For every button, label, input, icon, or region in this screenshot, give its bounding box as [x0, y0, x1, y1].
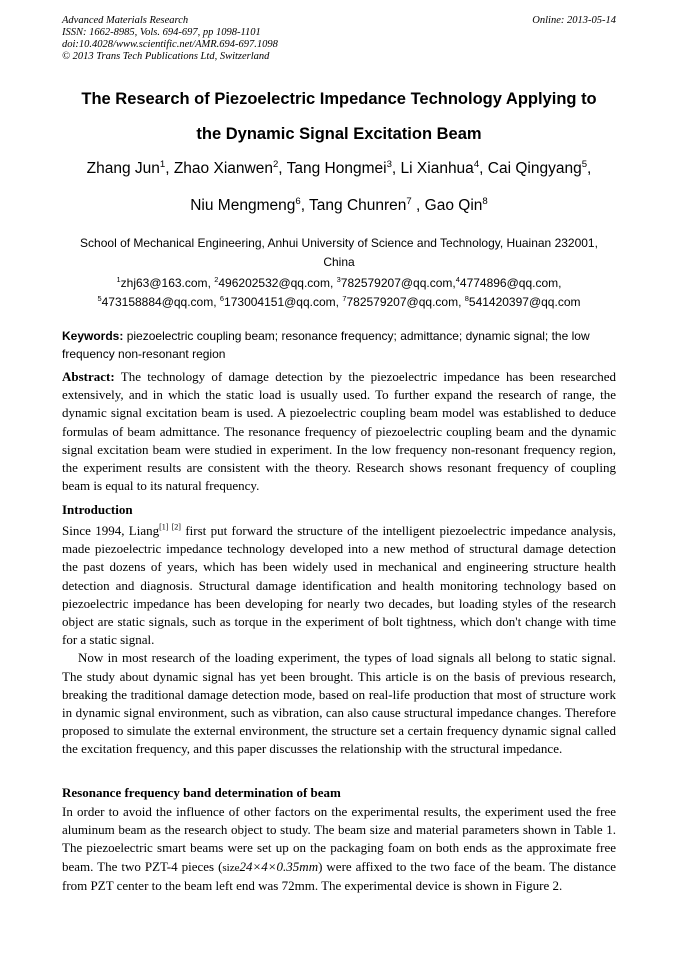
author-sup: 8	[482, 195, 488, 207]
emails	[60, 274, 618, 312]
section-heading-resonance: Resonance frequency band determination of beam	[62, 785, 341, 800]
paragraph: Now in most research of the loading experiment, the types of load signals all belong to static signal. The study about dynamic signal has yet been brought. This article is on the basis of previous research, breaking the traditional damage detection mode, based on real-life production that most of structure work in dynamic signal environment, such as vibration, can also cause structural impedance changes. Therefore proposed to simulate the external environment, the structure set a certain frequency dynamic signal called the excitation frequency, and this paper discusses the relationship with the structural impedance.	[62, 650, 616, 757]
copyright-line: © 2013 Trans Tech Publications Ltd, Switzerland	[62, 51, 270, 62]
author: Gao Qin	[424, 197, 483, 214]
paragraph: Since 1994, Liang[1] [2] first put forward the structure of the intelligent piezoelectric impedance analysis, made piezoelectric impedance technology developed into a new method of structural damage detection the past dozens of years, which has been widely used in mechanical and engineering structure health detection and diagnosis. Structural damage identification and health monitoring technology based on piezoelectric impedance has been developing for nearly two decades, but loading styles of the research object are static signals, such as torque in the experiment of bolt tightness, which don't change with time for a static signal.	[62, 522, 616, 648]
email-link[interactable]: 173004151@qq.com	[224, 295, 336, 309]
author: Zhao Xianwen	[173, 160, 273, 177]
author-sup: 1	[159, 158, 166, 170]
abstract-text: The technology of damage detection by the piezoelectric impedance has been researched extensively, and in which the static load is usually used. To further expand the research of range, the dynamic signal excitation beam is used. A piezoelectric coupling beam model was established to deduce formulas of beam admittance. The resonance frequency of piezoelectric coupling beam and the dynamic signal excitation beam were studied in experiment. In the low frequency non-resonant frequency region, the experiment results are consistent with the theory. Research shows resonant frequency of coupling beam is equal to its natural frequency.	[62, 369, 617, 494]
title-line-2: the Dynamic Signal Excitation Beam	[196, 125, 482, 143]
author-sup: 2	[272, 158, 279, 170]
section2-body	[62, 803, 616, 895]
authors-line-2: Niu Mengmeng$^6$, Tang Chunren$^7$ , Gao Qin$^8$	[190, 195, 488, 214]
issn-line: ISSN: 1662-8985, Vols. 694-697, pp 1098-1101	[62, 27, 261, 38]
author: Niu Mengmeng	[190, 197, 296, 214]
keywords-label: Keywords:	[62, 329, 124, 343]
author-sup: 7	[406, 195, 412, 207]
doi-line: doi:10.4028/www.scientific.net/AMR.694-697.1098	[62, 39, 278, 50]
author: Zhang Jun	[86, 160, 160, 177]
citation[interactable]: [1] [2]	[159, 522, 181, 532]
email-link[interactable]: 782579207@qq.com	[346, 295, 459, 309]
author: Cai Qingyang	[487, 160, 582, 177]
email-link[interactable]: 496202532@qq.com	[218, 276, 330, 290]
title-line-1: The Research of Piezoelectric Impedance Technology Applying to	[81, 90, 597, 108]
affiliation	[60, 234, 618, 272]
size-formula: 24×4×0.35mm	[239, 858, 319, 874]
email-link[interactable]: 4774896@qq.com	[459, 276, 559, 290]
section-heading-introduction: Introduction	[62, 502, 133, 517]
author: Tang Chunren	[309, 197, 407, 214]
journal-name: Advanced Materials Research	[62, 15, 189, 26]
keywords-text: piezoelectric coupling beam; resonance frequency; admittance; dynamic signal; the low frequency non-resonant region	[62, 329, 590, 361]
affiliation-line-2: China	[323, 255, 355, 269]
author-sup: 3	[386, 158, 392, 170]
email-link[interactable]: 782579207@qq.com	[340, 276, 453, 290]
authors-line-1: Zhang Jun$^1$, Zhao Xianwen$^2$, Tang Hongmei$^3$, Li Xianhua$^4$, Cai Qingyang$^5$,	[86, 158, 592, 177]
author-sup: 5	[581, 158, 588, 170]
introduction-body	[62, 522, 616, 759]
paragraph: In order to avoid the influence of other factors on the experimental results, the experiment used the free aluminum beam as the research object to study. The beam size and material parameters shown in Table 1. The piezoelectric smart beams were set up on the packaging foam on both ends as the approximate free beam. The two PZT-4 pieces (size24×4×0.35mm) were affixed to the two face of the beam. The distance from PZT center to the beam left end was 72mm. The experimental device is shown in Figure 2.	[62, 804, 616, 893]
journal-header	[62, 15, 278, 63]
abstract	[62, 368, 616, 495]
author-sup: 4	[473, 158, 480, 170]
email-link[interactable]: 541420397@qq.com	[468, 295, 581, 309]
emails-line-2: $^5$473158884@qq.com, $^6$173004151@qq.com, $^7$782579207@qq.com, $^8$541420397@qq.com	[97, 294, 581, 309]
author: Li Xianhua	[400, 160, 474, 177]
emails-line-1: $^1$zhj63@163.com, $^2$496202532@qq.com, $^3$782579207@qq.com,$^4$4774896@qq.com,	[116, 275, 562, 290]
email-link[interactable]: 473158884@qq.com	[101, 295, 214, 309]
email-link[interactable]: zhj63@163.com	[120, 276, 208, 290]
author: Tang Hongmei	[286, 160, 387, 177]
affiliation-line-1: School of Mechanical Engineering, Anhui University of Science and Technology, Huainan 232001,	[80, 236, 598, 250]
author-sup: 6	[295, 195, 301, 207]
keywords	[62, 327, 616, 363]
online-date: Online: 2013-05-14	[532, 15, 616, 26]
abstract-label: Abstract:	[62, 369, 115, 384]
